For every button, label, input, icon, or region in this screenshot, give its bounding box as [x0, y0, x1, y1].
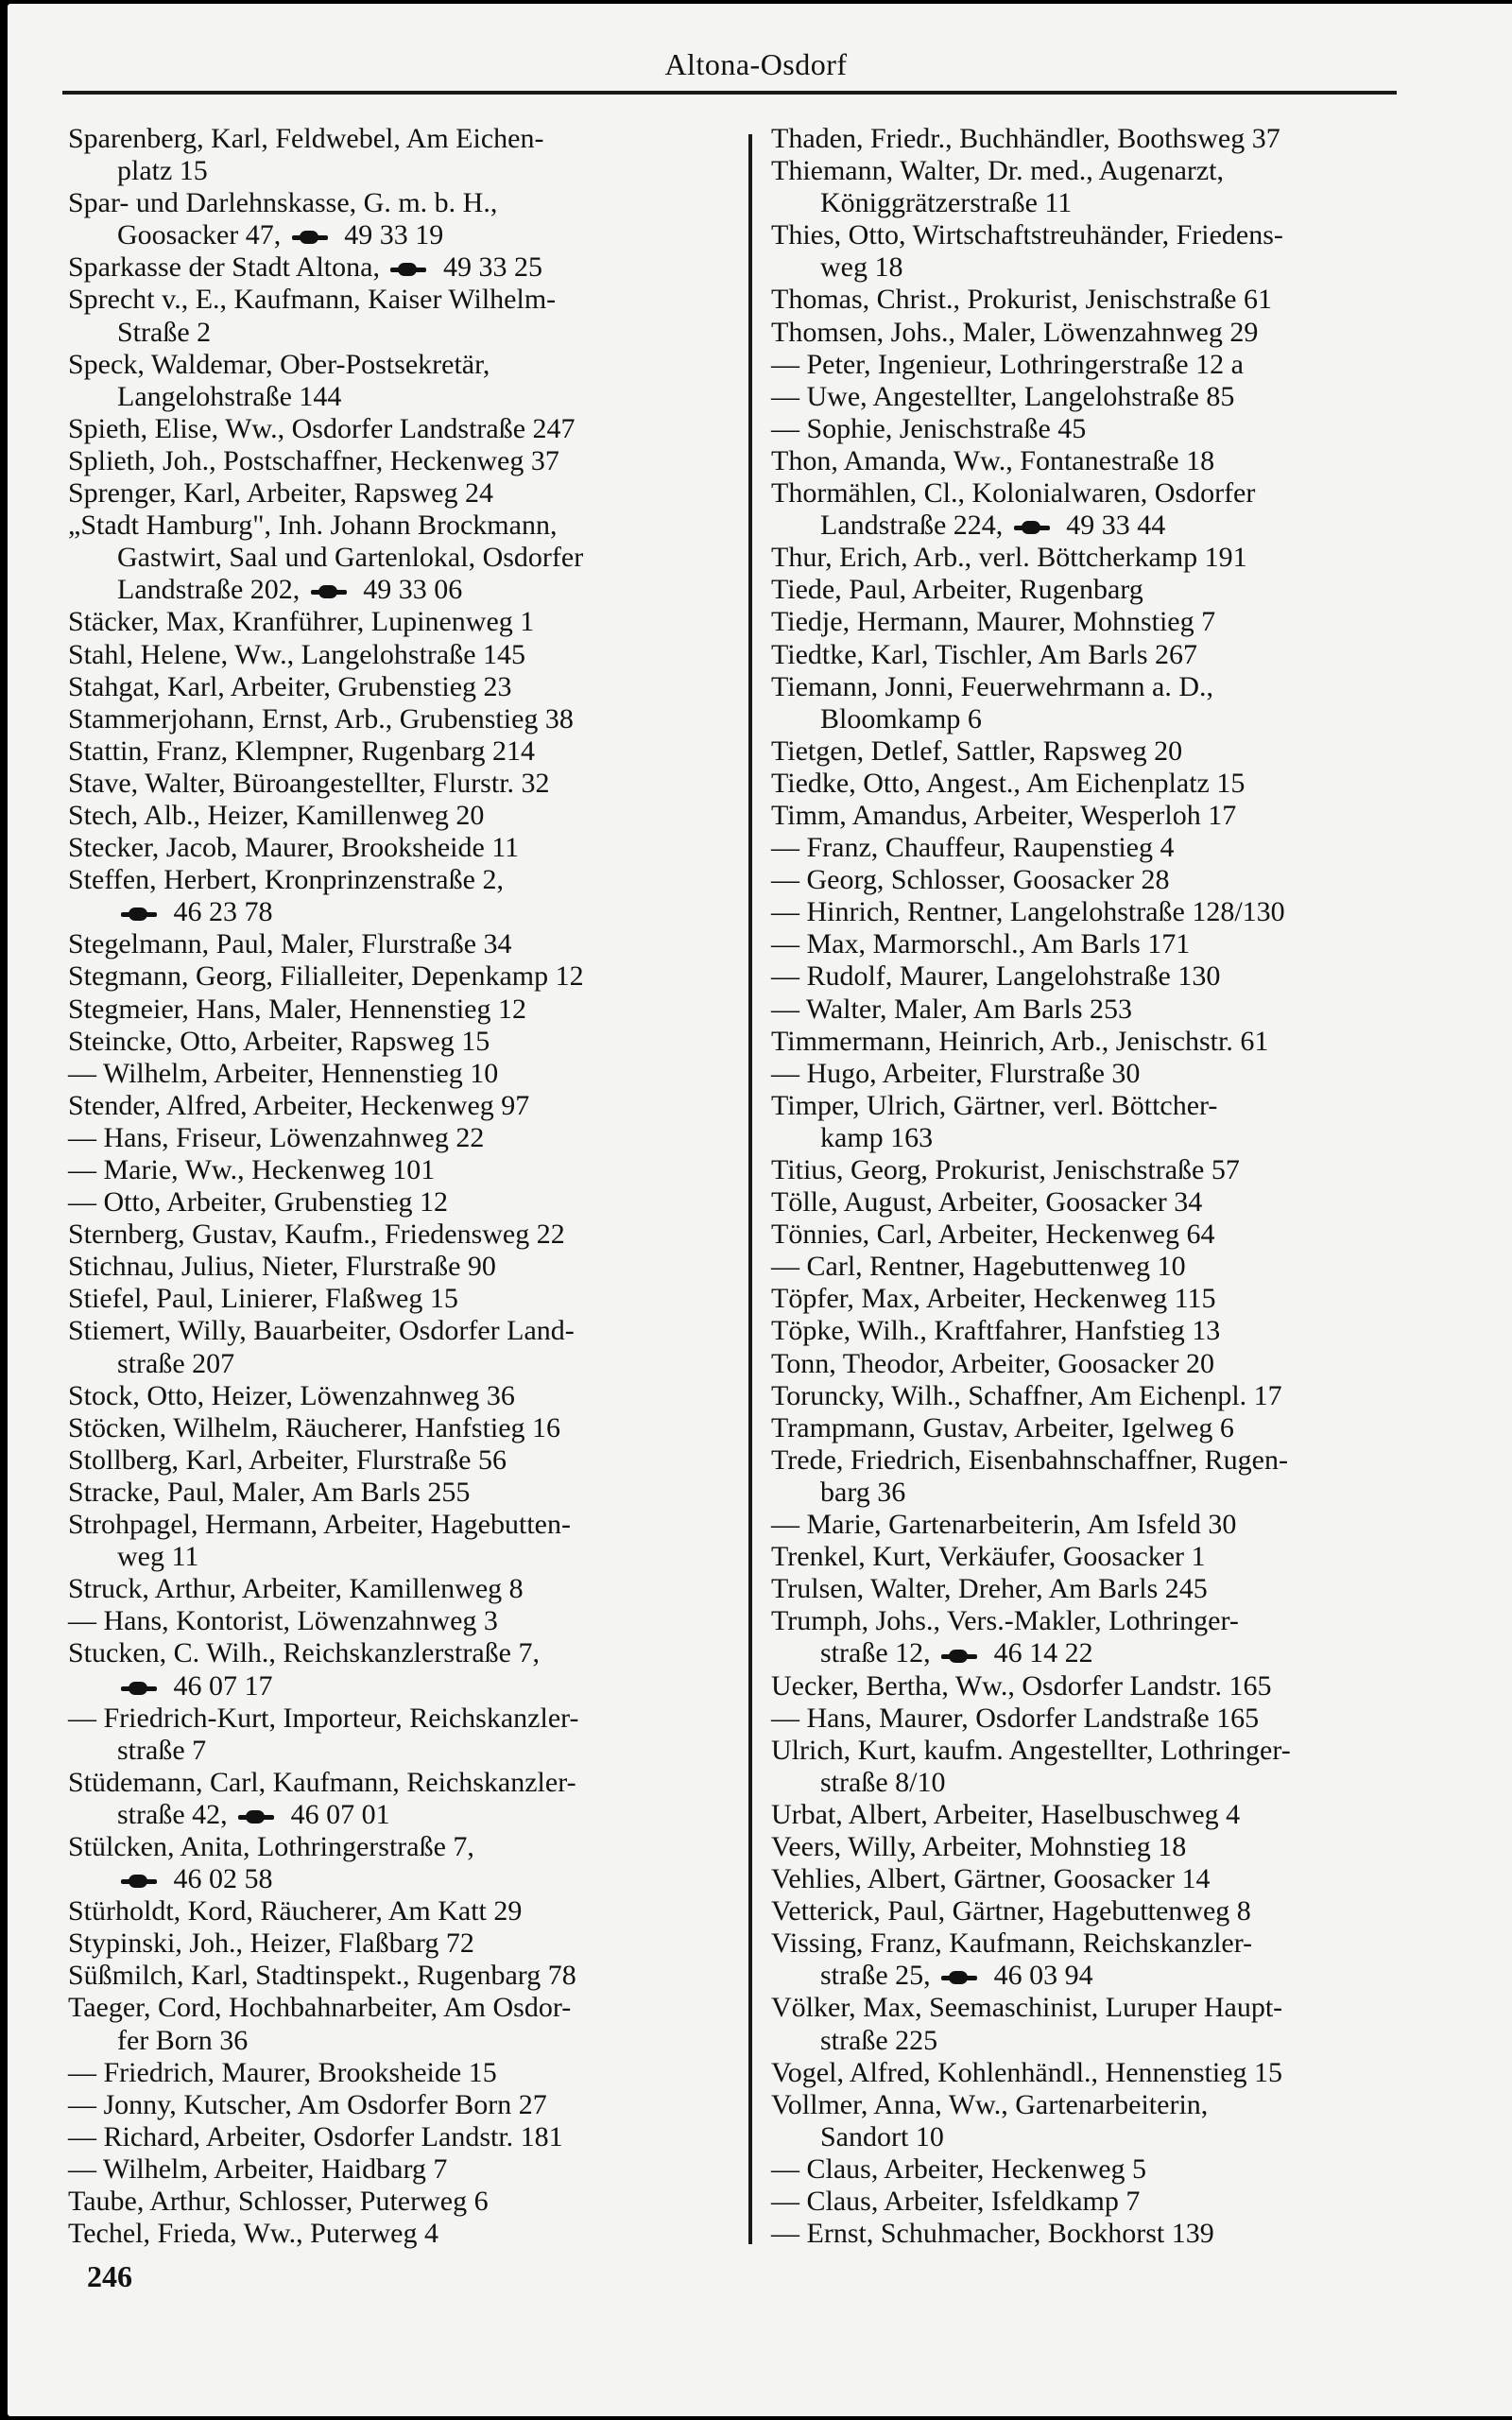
directory-entry-line: Thur, Erich, Arb., verl. Böttcherkamp 191 — [771, 542, 1247, 574]
telephone-icon — [311, 585, 347, 598]
directory-entry-line: Thies, Otto, Wirtschaftstreuhänder, Friedens- — [771, 219, 1283, 251]
directory-entry-line: Trumph, Johs., Vers.-Makler, Lothringer- — [771, 1605, 1239, 1637]
directory-entry-line: Völker, Max, Seemaschinist, Luruper Haupt- — [771, 1992, 1283, 2024]
directory-entry-line: Landstraße 202, 49 33 06 — [117, 574, 463, 606]
directory-entry-line: — Ernst, Schuhmacher, Bockhorst 139 — [771, 2218, 1214, 2250]
page-number: 246 — [87, 2259, 132, 2293]
directory-entry-line: — Uwe, Angestellter, Langelohstraße 85 — [771, 380, 1235, 412]
directory-entry-line: — Jonny, Kutscher, Am Osdorfer Born 27 — [68, 2088, 547, 2120]
directory-entry-line: straße 225 — [820, 2024, 938, 2056]
directory-entry-line: Veers, Willy, Arbeiter, Mohnstieg 18 — [771, 1830, 1187, 1862]
directory-entry-line: Gastwirt, Saal und Gartenlokal, Osdorfer — [117, 542, 584, 574]
directory-entry-line: Vogel, Alfred, Kohlenhändl., Hennenstieg 15 — [771, 2056, 1283, 2088]
directory-entry-line: kamp 163 — [820, 1121, 934, 1153]
directory-entry-line: Stahgat, Karl, Arbeiter, Grubenstieg 23 — [68, 670, 512, 702]
directory-entry-line: — Georg, Schlosser, Goosacker 28 — [771, 864, 1170, 896]
directory-entry-line: — Max, Marmorschl., Am Barls 171 — [771, 928, 1191, 960]
directory-entry-line: Splieth, Joh., Postschaffner, Heckenweg 37 — [68, 444, 559, 476]
directory-entry-line: Thon, Amanda, Ww., Fontanestraße 18 — [771, 444, 1215, 476]
directory-entry-line: Timm, Amandus, Arbeiter, Wesperloh 17 — [771, 799, 1237, 831]
directory-entry-line: — Franz, Chauffeur, Raupenstieg 4 — [771, 832, 1175, 864]
directory-entry-line: — Marie, Gartenarbeiterin, Am Isfeld 30 — [771, 1509, 1237, 1541]
directory-entry-line: Stegmeier, Hans, Maler, Hennenstieg 12 — [68, 993, 526, 1025]
directory-entry-line: Stollberg, Karl, Arbeiter, Flurstraße 56 — [68, 1443, 507, 1476]
directory-entry-line: Stecker, Jacob, Maurer, Brooksheide 11 — [68, 832, 520, 864]
directory-entry-line: Sternberg, Gustav, Kaufm., Friedensweg 22 — [68, 1219, 565, 1251]
directory-entry-line: Stiemert, Willy, Bauarbeiter, Osdorfer Land- — [68, 1315, 575, 1347]
directory-entry-line: Steincke, Otto, Arbeiter, Rapsweg 15 — [68, 1025, 490, 1057]
directory-entry-line: Töpfer, Max, Arbeiter, Heckenweg 115 — [771, 1283, 1216, 1315]
directory-entry-line: Tiedtke, Karl, Tischler, Am Barls 267 — [771, 638, 1198, 670]
directory-entry-line: Stürholdt, Kord, Räucherer, Am Katt 29 — [68, 1895, 523, 1927]
directory-entry-line: Sprenger, Karl, Arbeiter, Rapsweg 24 — [68, 477, 493, 510]
directory-entry-line: Thomsen, Johs., Maler, Löwenzahnweg 29 — [771, 316, 1259, 348]
directory-entry-line: Stattin, Franz, Klempner, Rugenbarg 214 — [68, 735, 535, 767]
left-column — [68, 123, 730, 2250]
directory-entry-line: Vissing, Franz, Kaufmann, Reichskanzler- — [771, 1927, 1253, 1960]
telephone-icon — [121, 1682, 157, 1695]
telephone-icon — [238, 1810, 274, 1824]
directory-entry-line: 46 02 58 — [68, 1863, 730, 1895]
directory-entry-line: Speck, Waldemar, Ober-Postsekretär, — [68, 348, 490, 380]
directory-entry-line: Stöcken, Wilhelm, Räucherer, Hanfstieg 16 — [68, 1411, 561, 1443]
directory-entry-line: Strohpagel, Hermann, Arbeiter, Hagebutten- — [68, 1509, 571, 1541]
directory-entry-line: — Hugo, Arbeiter, Flurstraße 30 — [771, 1057, 1141, 1089]
directory-entry-line: — Carl, Rentner, Hagebuttenweg 10 — [771, 1251, 1186, 1283]
directory-entry-line: Techel, Frieda, Ww., Puterweg 4 — [68, 2218, 438, 2250]
directory-entry-line: Sparkasse der Stadt Altona, 49 33 25 — [68, 251, 542, 284]
directory-entry-line: Stech, Alb., Heizer, Kamillenweg 20 — [68, 799, 485, 831]
directory-entry-line: Stock, Otto, Heizer, Löwenzahnweg 36 — [68, 1379, 515, 1411]
directory-entry-line: Landstraße 224, 49 33 44 — [820, 510, 1166, 542]
directory-entry-line: Töpke, Wilh., Kraftfahrer, Hanfstieg 13 — [771, 1315, 1221, 1347]
directory-entry-line: 46 07 17 — [68, 1670, 730, 1703]
directory-entry-line: Taube, Arthur, Schlosser, Puterweg 6 — [68, 2186, 489, 2217]
directory-entry-line: — Hans, Friseur, Löwenzahnweg 22 — [68, 1121, 485, 1153]
directory-entry-line: Toruncky, Wilh., Schaffner, Am Eichenpl. 17 — [771, 1379, 1282, 1411]
directory-entry-line: Stiefel, Paul, Linierer, Flaßweg 15 — [68, 1283, 458, 1315]
right-column — [771, 123, 1444, 2250]
header-rule — [62, 91, 1397, 95]
directory-entry-line: Stülcken, Anita, Lothringerstraße 7, — [68, 1830, 474, 1862]
column-divider — [748, 134, 752, 2244]
directory-entry-line: Trede, Friedrich, Eisenbahnschaffner, Rugen- — [771, 1443, 1288, 1476]
directory-entry-line: — Claus, Arbeiter, Isfeldkamp 7 — [771, 2186, 1141, 2217]
directory-entry-line: Straße 2 — [117, 316, 212, 348]
directory-entry-line: Süßmilch, Karl, Stadtinspekt., Rugenbarg 78 — [68, 1960, 576, 1992]
directory-entry-line: weg 18 — [820, 251, 903, 284]
directory-entry-line: — Walter, Maler, Am Barls 253 — [771, 993, 1133, 1025]
directory-entry-line: Tiedke, Otto, Angest., Am Eichenplatz 15 — [771, 767, 1246, 799]
directory-entry-line: Tönnies, Carl, Arbeiter, Heckenweg 64 — [771, 1219, 1215, 1251]
directory-entry-line: Tonn, Theodor, Arbeiter, Goosacker 20 — [771, 1347, 1214, 1379]
directory-entry-line: Stahl, Helene, Ww., Langelohstraße 145 — [68, 638, 526, 670]
directory-entry-line: — Wilhelm, Arbeiter, Haidbarg 7 — [68, 2152, 448, 2185]
directory-entry-line: Uecker, Bertha, Ww., Osdorfer Landstr. 165 — [771, 1669, 1272, 1702]
directory-entry-line: — Claus, Arbeiter, Heckenweg 5 — [771, 2152, 1147, 2185]
directory-entry-line: Trulsen, Walter, Dreher, Am Barls 245 — [771, 1573, 1208, 1605]
telephone-icon — [941, 1650, 977, 1663]
telephone-icon — [292, 231, 328, 244]
directory-entry-line: Steffen, Herbert, Kronprinzenstraße 2, — [68, 864, 504, 896]
directory-entry-line: — Friedrich, Maurer, Brooksheide 15 — [68, 2056, 497, 2088]
directory-entry-line: straße 7 — [117, 1734, 207, 1766]
directory-entry-line: — Otto, Arbeiter, Grubenstieg 12 — [68, 1186, 449, 1219]
directory-entry-line: — Hans, Maurer, Osdorfer Landstraße 165 — [771, 1702, 1260, 1734]
telephone-icon — [1014, 521, 1050, 534]
directory-entry-line: Trenkel, Kurt, Verkäufer, Goosacker 1 — [771, 1541, 1206, 1573]
directory-entry-line: Tiedje, Hermann, Maurer, Mohnstieg 7 — [771, 606, 1216, 638]
directory-entry-line: platz 15 — [117, 155, 208, 187]
directory-entry-line: barg 36 — [820, 1476, 906, 1508]
directory-entry-line: Thiemann, Walter, Dr. med., Augenarzt, — [771, 155, 1225, 187]
directory-entry-line: Vetterick, Paul, Gärtner, Hagebuttenweg 8 — [771, 1895, 1251, 1927]
directory-entry-line: straße 25, 46 03 94 — [820, 1960, 1093, 1992]
directory-entry-line: Thaden, Friedr., Buchhändler, Boothsweg 37 — [771, 123, 1280, 154]
directory-entry-line: Langelohstraße 144 — [117, 380, 342, 412]
directory-entry-line: — Friedrich-Kurt, Importeur, Reichskanzler- — [68, 1702, 579, 1734]
directory-entry-line: — Sophie, Jenischstraße 45 — [771, 412, 1087, 444]
telephone-icon — [941, 1971, 977, 1984]
directory-entry-line: — Wilhelm, Arbeiter, Hennenstieg 10 — [68, 1057, 499, 1089]
directory-entry-line: Stegmann, Georg, Filialleiter, Depenkamp 12 — [68, 960, 584, 993]
directory-entry-line: Stammerjohann, Ernst, Arb., Grubenstieg 38 — [68, 702, 574, 735]
directory-entry-line: Urbat, Albert, Arbeiter, Haselbuschweg 4 — [771, 1798, 1241, 1830]
directory-entry-line: straße 42, 46 07 01 — [117, 1798, 390, 1830]
directory-entry-line: — Peter, Ingenieur, Lothringerstraße 12 a — [771, 348, 1244, 380]
directory-entry-line: 46 23 78 — [68, 896, 730, 928]
directory-entry-line: Timmermann, Heinrich, Arb., Jenischstr. 61 — [771, 1025, 1269, 1057]
directory-entry-line: — Rudolf, Maurer, Langelohstraße 130 — [771, 960, 1221, 993]
directory-entry-line: Sparenberg, Karl, Feldwebel, Am Eichen- — [68, 123, 544, 154]
directory-entry-line: Stichnau, Julius, Nieter, Flurstraße 90 — [68, 1251, 496, 1283]
directory-entry-line: Bloomkamp 6 — [820, 702, 982, 735]
directory-entry-line: Tiede, Paul, Arbeiter, Rugenbarg — [771, 574, 1143, 606]
directory-entry-line: Vehlies, Albert, Gärtner, Goosacker 14 — [771, 1863, 1211, 1895]
directory-entry-line: Goosacker 47, 49 33 19 — [117, 219, 444, 251]
directory-entry-line: Thormählen, Cl., Kolonialwaren, Osdorfer — [771, 477, 1256, 510]
directory-entry-line: Vollmer, Anna, Ww., Gartenarbeiterin, — [771, 2088, 1209, 2120]
telephone-icon — [121, 1875, 157, 1888]
directory-entry-line: straße 207 — [117, 1347, 235, 1379]
directory-entry-line: Stave, Walter, Büroangestellter, Flurstr. 32 — [68, 767, 550, 799]
directory-entry-line: — Hans, Kontorist, Löwenzahnweg 3 — [68, 1605, 498, 1637]
directory-entry-line: Spieth, Elise, Ww., Osdorfer Landstraße 247 — [68, 412, 576, 444]
directory-entry-line: Tiemann, Jonni, Feuerwehrmann a. D., — [771, 670, 1213, 702]
telephone-icon — [390, 263, 426, 276]
directory-entry-line: Struck, Arthur, Arbeiter, Kamillenweg 8 — [68, 1573, 524, 1605]
directory-entry-line: Stracke, Paul, Maler, Am Barls 255 — [68, 1476, 471, 1508]
directory-entry-line: Sprecht v., E., Kaufmann, Kaiser Wilhelm- — [68, 284, 557, 316]
directory-entry-line: Titius, Georg, Prokurist, Jenischstraße 57 — [771, 1154, 1240, 1185]
directory-entry-line: fer Born 36 — [117, 2024, 249, 2056]
directory-entry-line: Stegelmann, Paul, Maler, Flurstraße 34 — [68, 928, 512, 960]
directory-entry-line: — Marie, Ww., Heckenweg 101 — [68, 1154, 436, 1185]
directory-entry-line: Tölle, August, Arbeiter, Goosacker 34 — [771, 1186, 1203, 1219]
directory-entry-line: Stucken, C. Wilh., Reichskanzlerstraße 7, — [68, 1637, 540, 1669]
directory-entry-line: Spar- und Darlehnskasse, G. m. b. H., — [68, 187, 498, 219]
directory-entry-line: Stäcker, Max, Kranführer, Lupinenweg 1 — [68, 606, 535, 638]
directory-entry-line: Sandort 10 — [820, 2120, 944, 2152]
telephone-icon — [121, 908, 157, 921]
directory-entry-line: „Stadt Hamburg", Inh. Johann Brockmann, — [68, 510, 558, 542]
directory-entry-line: Stender, Alfred, Arbeiter, Heckenweg 97 — [68, 1089, 530, 1121]
directory-entry-line: Tietgen, Detlef, Sattler, Rapsweg 20 — [771, 735, 1183, 767]
directory-entry-line: weg 11 — [117, 1541, 199, 1573]
directory-entry-line: Trampmann, Gustav, Arbeiter, Igelweg 6 — [771, 1411, 1234, 1443]
directory-entry-line: straße 8/10 — [820, 1766, 946, 1798]
directory-entry-line: Ulrich, Kurt, kaufm. Angestellter, Lothringer- — [771, 1734, 1291, 1766]
directory-entry-line: Stüdemann, Carl, Kaufmann, Reichskanzler- — [68, 1766, 576, 1798]
directory-entry-line: — Richard, Arbeiter, Osdorfer Landstr. 181 — [68, 2120, 563, 2152]
directory-entry-line: Taeger, Cord, Hochbahnarbeiter, Am Osdor- — [68, 1992, 572, 2024]
directory-entry-line: Timper, Ulrich, Gärtner, verl. Böttcher- — [771, 1089, 1218, 1121]
directory-entry-line: Thomas, Christ., Prokurist, Jenischstraße 61 — [771, 284, 1272, 316]
directory-entry-line: Stypinski, Joh., Heizer, Flaßbarg 72 — [68, 1927, 474, 1960]
page-header: Altona-Osdorf — [664, 47, 848, 81]
directory-entry-line: straße 12, 46 14 22 — [820, 1637, 1093, 1669]
directory-entry-line: — Hinrich, Rentner, Langelohstraße 128/130 — [771, 896, 1285, 928]
directory-entry-line: Königgrätzerstraße 11 — [820, 187, 1073, 219]
